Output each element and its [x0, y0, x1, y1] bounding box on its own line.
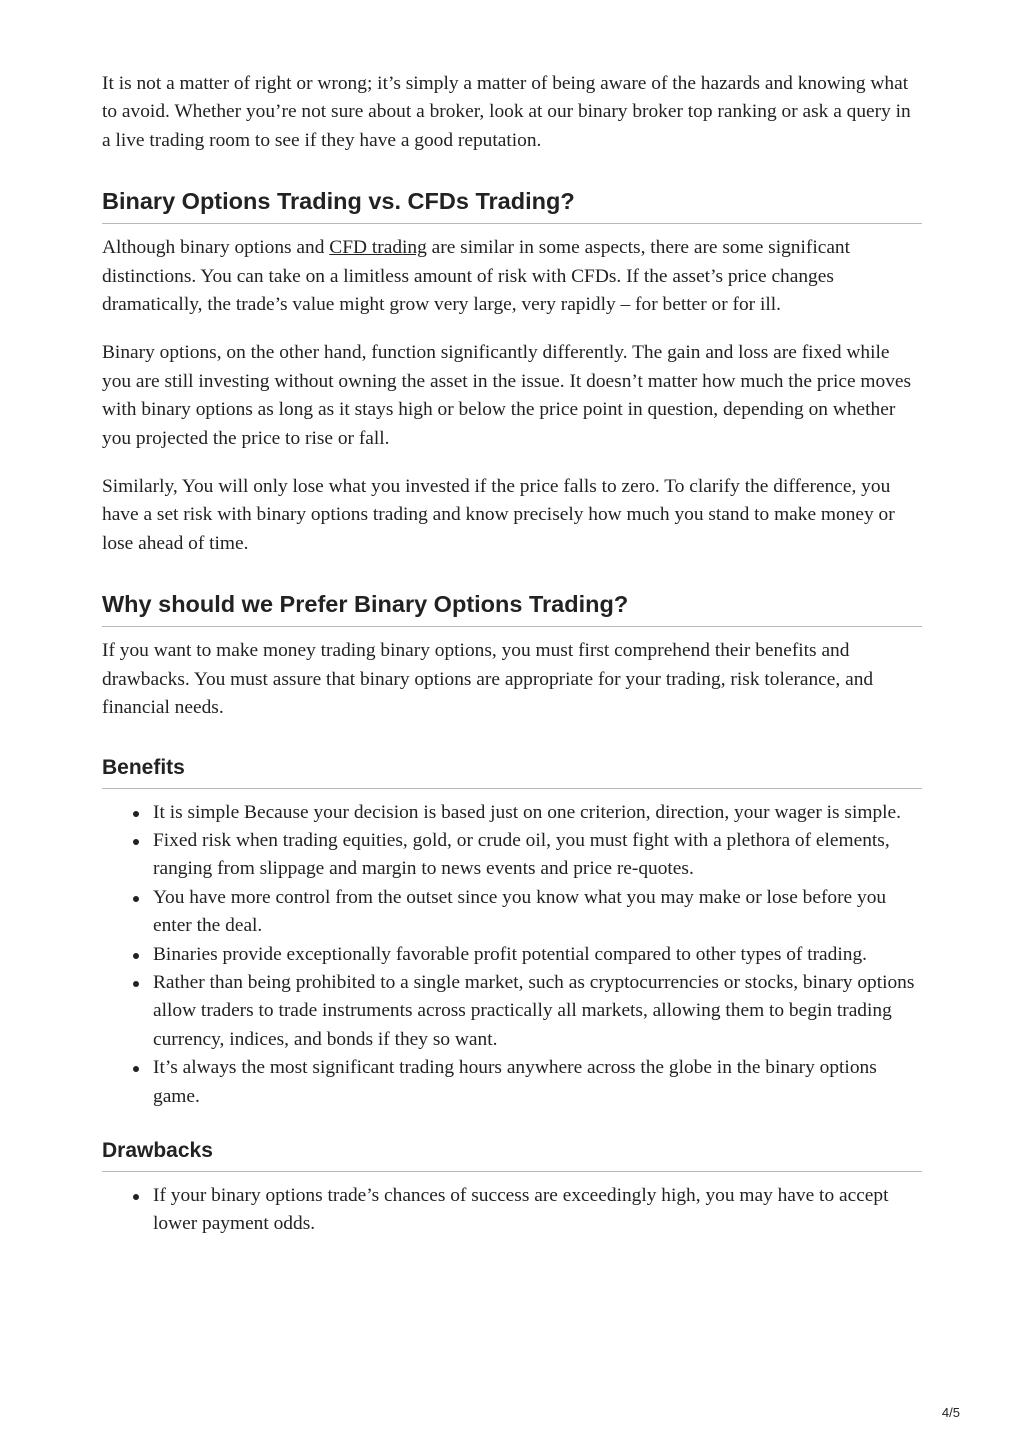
section-heading-cfd: Binary Options Trading vs. CFDs Trading?: [102, 186, 922, 224]
prefer-paragraph: If you want to make money trading binary options, you must first comprehend their benefits and drawbacks. You must assure that binary options are appropriate for your trading, risk tolerance, and financial needs.: [102, 640, 874, 719]
drawbacks-heading: Drawbacks: [102, 1137, 922, 1172]
cfd-paragraph-1-start: Although binary options and: [102, 237, 330, 259]
benefits-list-item: It’s always the most significant trading hours anywhere across the globe in the binary options game.: [153, 1054, 922, 1111]
cfd-trading-link[interactable]: CFD trading: [329, 237, 427, 259]
cfd-paragraph-3: Similarly, You will only lose what you invested if the price falls to zero. To clarify the difference, you have a set risk with binary options trading and know precisely how much you stand to make money or lose ahead of time.: [102, 476, 895, 554]
section-heading-prefer: Why should we Prefer Binary Options Trading?: [102, 589, 922, 627]
section-spacer: [102, 578, 922, 589]
benefits-list: [102, 799, 922, 1111]
drawbacks-list: [102, 1182, 922, 1239]
benefits-list-item: Fixed risk when trading equities, gold, or crude oil, you must fight with a plethora of elements, ranging from slippage and margin to news events and price re-quotes.: [153, 827, 922, 884]
benefits-heading: Benefits: [102, 754, 922, 789]
intro-paragraph: It is not a matter of right or wrong; it’s simply a matter of being aware of the hazards and knowing what to avoid. Whether you’re not sure about a broker, look at our binary broker top ranking or ask a query in a live trading room to see if they have a good reputation.: [102, 73, 911, 151]
cfd-paragraph-2: Binary options, on the other hand, function significantly differently. The gain and loss are fixed while you are still investing without owning the asset in the issue. It doesn’t matter how much the price moves with binary options as long as it stays high or below the price point in question, depending on whether you projected the price to rise or fall.: [102, 342, 912, 449]
cfd-paragraph-1: [102, 234, 922, 319]
benefits-list-item: Binaries provide exceptionally favorable profit potential compared to other types of trading.: [153, 941, 922, 969]
section-spacer: [102, 743, 922, 754]
cfd-paragraph-1-end: are similar in some aspects, there are some significant distinctions. You can take on a limitless amount of risk with CFDs. If the asset’s price changes dramatically, the trade’s value might grow very large, very rapidly – for better or for ill.: [102, 237, 851, 316]
benefits-list-item: You have more control from the outset since you know what you may make or lose before you enter the deal.: [153, 884, 922, 941]
benefits-list-item: It is simple Because your decision is based just on one criterion, direction, your wager is simple.: [153, 799, 922, 827]
document-page: [102, 70, 922, 1265]
drawbacks-list-item: If your binary options trade’s chances of success are exceedingly high, you may have to accept lower payment odds.: [153, 1182, 922, 1239]
page-number: 4/5: [941, 1405, 960, 1420]
benefits-list-item: Rather than being prohibited to a single market, such as cryptocurrencies or stocks, binary options allow traders to trade instruments across practically all markets, allowing them to begin trading currency, indices, and bonds if they so want.: [153, 969, 922, 1054]
